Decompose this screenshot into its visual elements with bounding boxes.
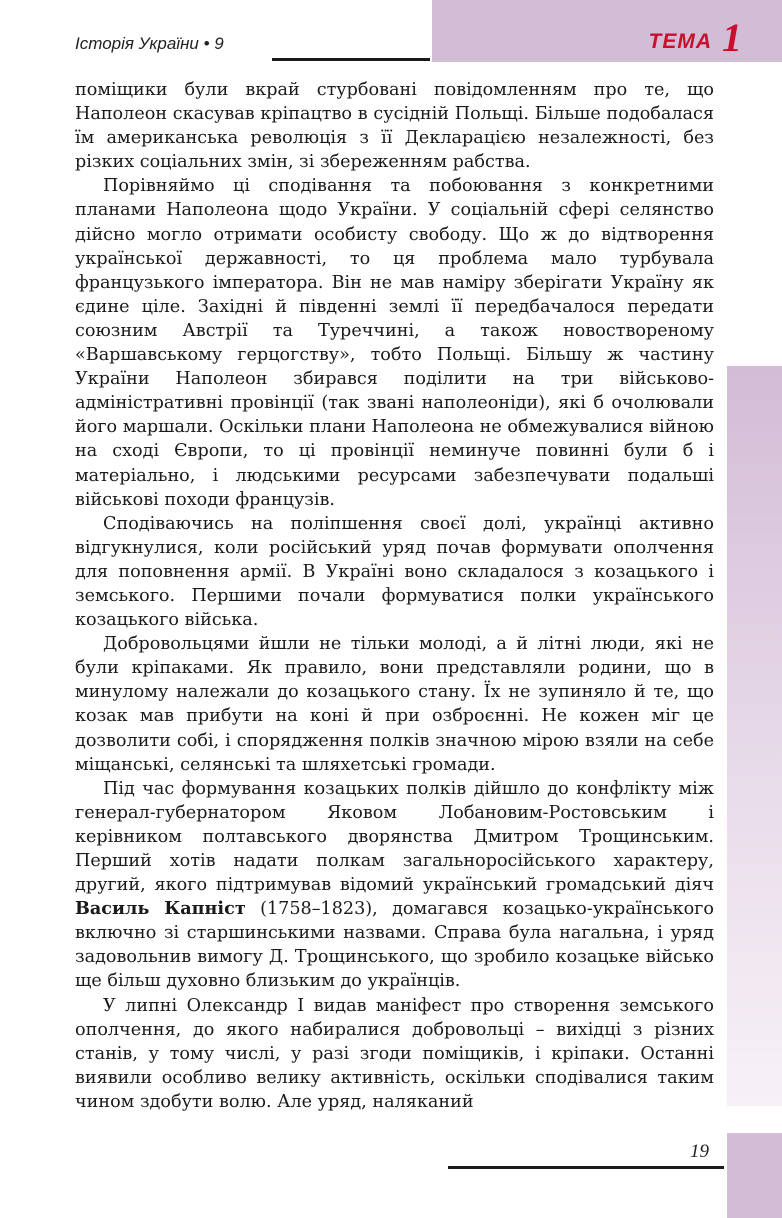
paragraph-1: поміщики були вкрай стурбовані повідомленням про те, що Наполеон скасував кріпацтво в сусідній Польщі. Більше подобалася їм американська революція з її Декларацією незалежності, без різких соціальних змін, зі збереженням рабства. bbox=[75, 80, 714, 173]
side-tab bbox=[727, 366, 782, 1106]
person-name-kapnist: Василь Капніст bbox=[75, 898, 246, 920]
paragraph-5 bbox=[75, 777, 714, 994]
paragraph-3: Сподіваючись на поліпшення своєї долі, українці активно відгукнулися, коли російський уряд почав формувати ополчення для поповнення армії. В Україні воно складалося з козацького і земського. Першими почали формуватися полки українського козацького війська. bbox=[75, 513, 714, 631]
side-tab-bottom bbox=[727, 1133, 782, 1218]
paragraph-5-after: (1758–1823), домагався козацько-українського включно зі старшинськими назвами. Справа була нагальна, і уряд задовольнив вимогу Д. Трощинського, що зробило козацьке військо ще більш духовно близьким до українців. bbox=[75, 899, 714, 992]
paragraph-4: Добровольцями йшли не тільки молоді, а й літні люди, які не були кріпаками. Як правило, вони представляли родини, що в минулому належали до козацького стану. Їх не зупиняло й те, що козак мав прибути на коні й при озброєнні. Не кожен міг це дозволити собі, і спорядження полків значною мірою взяли на себе міщанські, селянські та шляхетські громади. bbox=[75, 634, 714, 775]
page-body bbox=[75, 78, 714, 1114]
theme-label: ТЕМА bbox=[648, 30, 712, 53]
paragraph-6: У липні Олександр I видав маніфест про створення земського ополчення, до якого набиралися добровольці – вихідці з різних станів, у тому числі, у разі згоди поміщиків, і кріпаки. Останні виявили особливо велику активність, оскільки сподівалися таким чином здобути волю. Але уряд, наляканий bbox=[75, 995, 714, 1112]
running-title: Історія України • 9 bbox=[75, 34, 224, 53]
page-number: 19 bbox=[690, 1141, 709, 1162]
footer-rule bbox=[448, 1166, 724, 1169]
theme-number: 1 bbox=[722, 15, 742, 60]
paragraph-2: Порівняймо ці сподівання та побоювання з конкретними планами Наполеона щодо України. У соціальній сфері селянство дійсно могло отримати особисту свободу. Що ж до відтворення української державності, то ця проблема мало турбувала французького імператора. Він не мав наміру зберігати Україну як єдине ціле. Західні й південні землі її передбачалося передати союзним Австрії та Туреччині, а також новоствореному «Варшавському герцогству», тобто Польщі. Більшу ж частину України Наполеон збирався поділити на три військово-адміністративні провінції (так звані наполеоніди), які б очолювали його маршали. Оскільки плани Наполеона не обмежувалися війною на сході Європи, то ці провінції неминуче повинні були б і матеріально, і людськими ресурсами забезпечувати подальші військові походи французів. bbox=[75, 176, 714, 510]
header-rule bbox=[272, 58, 430, 61]
paragraph-5-before: Під час формування козацьких полків дійшло до конфлікту між генерал-губернатором Яковом Лобановим-Ростовським і керівником полтавського дворянства Дмитром Трощинським. Перший хотів надати полкам загальноросійського характеру, другий, якого підтримував відомий український громадський діяч bbox=[75, 778, 714, 896]
theme-band bbox=[432, 0, 782, 62]
